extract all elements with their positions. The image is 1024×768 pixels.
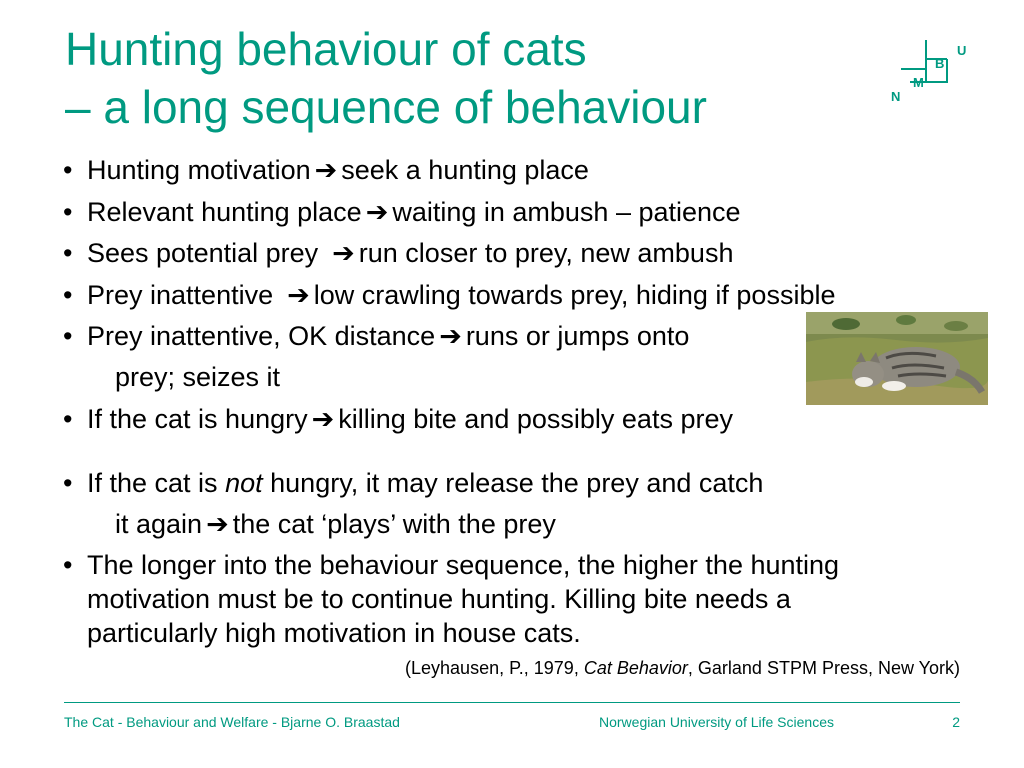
footer-institution: Norwegian University of Life Sciences	[599, 714, 834, 730]
arrow-icon: ➔	[365, 197, 389, 227]
slide-title-line-1: Hunting behaviour of cats	[65, 23, 587, 75]
citation-title: Cat Behavior	[583, 658, 688, 678]
arrow-icon: ➔	[332, 238, 355, 268]
logo-letter-n: N	[891, 89, 901, 104]
bullet-marker: •	[63, 155, 73, 185]
logo-letter-b: B	[935, 56, 945, 71]
bullet-text: killing bite and possibly eats prey	[338, 404, 733, 434]
bullet-text: it again	[115, 509, 203, 539]
bullet-7-continuation	[115, 508, 556, 540]
bullet-text: Hunting motivation	[87, 155, 311, 185]
arrow-icon: ➔	[287, 280, 310, 310]
bullet-text: the cat ‘plays’ with the prey	[232, 509, 556, 539]
bullet-text: Relevant hunting place	[87, 197, 362, 227]
bullet-marker: •	[63, 197, 73, 227]
bullet-text: Prey inattentive	[87, 280, 274, 310]
bullet-text: The longer into the behaviour sequence, the higher the hunting	[87, 550, 840, 580]
slide-title-line-2: – a long sequence of behaviour	[65, 81, 707, 133]
bullet-text: waiting in ambush – patience	[392, 197, 741, 227]
page-number: 2	[952, 714, 960, 730]
arrow-icon: ➔	[206, 509, 229, 539]
nmbu-logo	[888, 40, 968, 106]
bullet-text: low crawling towards prey, hiding if possible	[313, 280, 836, 310]
arrow-icon: ➔	[314, 155, 338, 185]
logo-letter-u: U	[957, 43, 967, 58]
bullet-7	[63, 467, 763, 499]
bullet-2	[63, 196, 741, 228]
bullet-text: If the cat is hungry	[87, 404, 308, 434]
bullet-text: runs or jumps onto	[465, 321, 690, 351]
footer-course: The Cat - Behaviour and Welfare - Bjarne O. Braastad	[64, 714, 400, 730]
cat-photo	[806, 312, 988, 405]
bullet-4	[63, 279, 835, 311]
bullet-marker: •	[63, 321, 73, 351]
citation	[405, 658, 960, 679]
arrow-icon: ➔	[439, 321, 462, 351]
bullet-5-continuation: prey; seizes it	[115, 362, 281, 392]
citation-text: (Leyhausen, P., 1979,	[405, 658, 579, 678]
bullet-text: hungry, it may release the prey and catch	[270, 468, 764, 498]
bullet-text: seek a hunting place	[341, 155, 589, 185]
bullet-text: Prey inattentive, OK distance	[87, 321, 436, 351]
bullet-marker: •	[63, 404, 73, 434]
citation-text: , Garland STPM Press, New York)	[687, 658, 960, 678]
bullet-marker: •	[63, 468, 73, 498]
bullet-1	[63, 154, 589, 186]
bullet-5	[63, 320, 689, 352]
bullet-6	[63, 403, 733, 435]
bullet-3	[63, 237, 733, 269]
bullet-8-line-3: particularly high motivation in house cats.	[87, 618, 581, 648]
bullet-marker: •	[63, 280, 73, 310]
bullet-text: Sees potential prey	[87, 238, 319, 268]
bullet-text: If the cat is	[87, 468, 218, 498]
bullet-marker: •	[63, 550, 73, 580]
arrow-icon: ➔	[311, 404, 335, 434]
bullet-8-line-2: motivation must be to continue hunting. Killing bite needs a	[87, 584, 791, 614]
footer-divider	[64, 702, 960, 703]
bullet-emphasis: not	[225, 468, 263, 498]
logo-letter-m: M	[913, 75, 924, 90]
bullet-text: run closer to prey, new ambush	[358, 238, 734, 268]
slide-title	[65, 20, 707, 136]
bullet-8	[63, 549, 839, 581]
bullet-marker: •	[63, 238, 73, 268]
